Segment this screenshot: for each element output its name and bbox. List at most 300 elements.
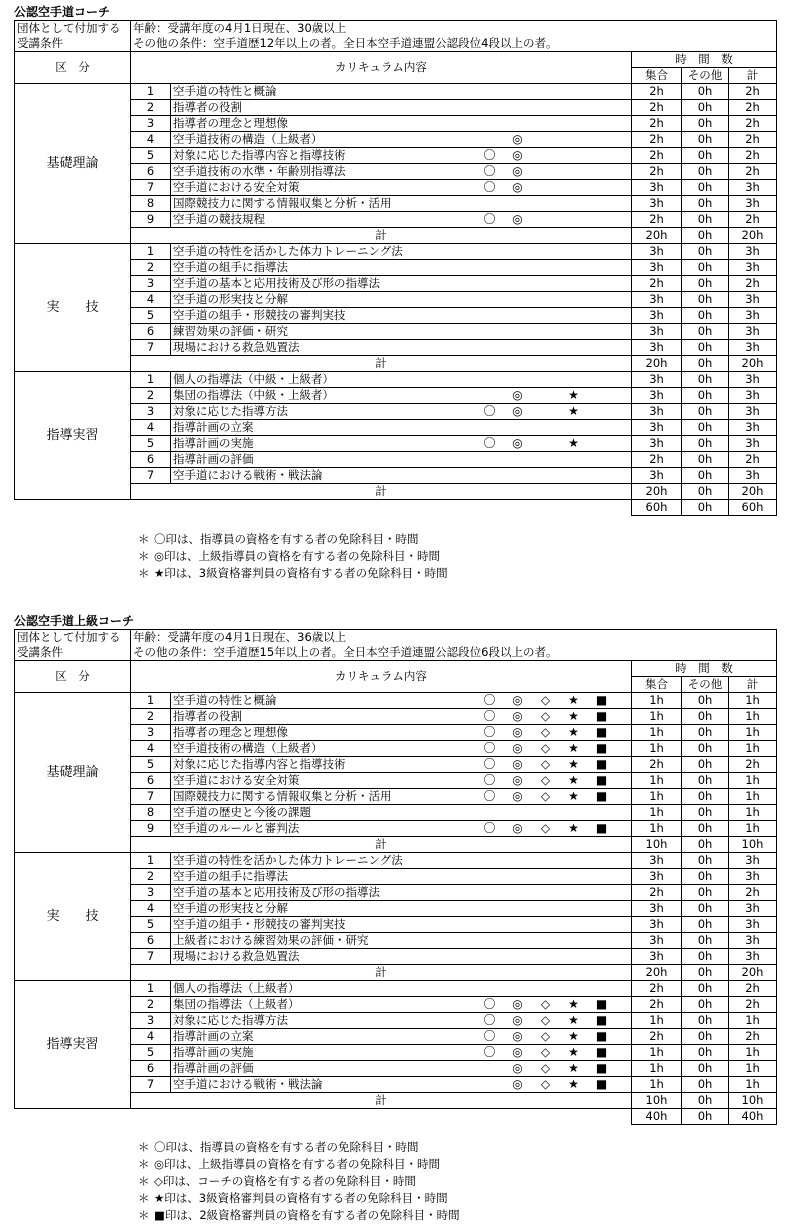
row-number: 6 bbox=[131, 164, 171, 180]
subject: 対象に応じた指導内容と指導技術 bbox=[171, 148, 476, 164]
exemption-mark: ◎ bbox=[512, 725, 523, 740]
subject: 対象に応じた指導内容と指導技術 bbox=[171, 757, 476, 773]
hours-other: 0h bbox=[682, 164, 729, 180]
exemption-marks bbox=[476, 132, 632, 148]
exemption-mark: 〇 bbox=[483, 741, 496, 756]
exemption-marks bbox=[476, 1013, 632, 1029]
grand-total-row bbox=[15, 500, 777, 516]
hours-total: 2h bbox=[729, 276, 777, 292]
row-number: 9 bbox=[131, 212, 171, 228]
exemption-mark: 〇 bbox=[483, 1029, 496, 1044]
exemption-marks bbox=[476, 757, 632, 773]
exemption-mark: ◇ bbox=[540, 741, 551, 756]
row-number: 2 bbox=[131, 997, 171, 1013]
note-item bbox=[138, 565, 448, 582]
hours-group: 2h bbox=[632, 276, 682, 292]
hours-total: 3h bbox=[729, 933, 777, 949]
grand-total-other: 0h bbox=[682, 1109, 729, 1125]
exemption-mark: ◇ bbox=[540, 1029, 551, 1044]
subtotal-other: 0h bbox=[682, 1093, 729, 1109]
table-row bbox=[15, 372, 777, 388]
hours-total: 3h bbox=[729, 260, 777, 276]
subject: 指導計画の実施 bbox=[171, 436, 476, 452]
hours-total: 2h bbox=[729, 132, 777, 148]
exemption-mark: ◎ bbox=[512, 741, 523, 756]
hours-other: 0h bbox=[682, 116, 729, 132]
row-number: 1 bbox=[131, 853, 171, 869]
exemption-mark: ◇ bbox=[540, 757, 551, 772]
exemption-mark: ■ bbox=[595, 821, 608, 836]
hours-other: 0h bbox=[682, 180, 729, 196]
exemption-marks bbox=[476, 1029, 632, 1045]
hours-other: 0h bbox=[682, 821, 729, 837]
row-number: 8 bbox=[131, 805, 171, 821]
exemption-mark: ★ bbox=[568, 1077, 579, 1092]
row-number: 7 bbox=[131, 468, 171, 484]
exemption-mark: ★ bbox=[568, 1029, 579, 1044]
exemption-mark: ◎ bbox=[512, 709, 523, 724]
hours-group: 1h bbox=[632, 1045, 682, 1061]
hours-total: 2h bbox=[729, 452, 777, 468]
hours-total: 1h bbox=[729, 773, 777, 789]
exemption-mark: 〇 bbox=[483, 436, 496, 451]
exemption-marks bbox=[476, 148, 632, 164]
exemption-mark: 〇 bbox=[483, 164, 496, 179]
exemption-mark: ◇ bbox=[540, 693, 551, 708]
note-item bbox=[138, 1139, 460, 1156]
exemption-marks bbox=[476, 116, 632, 132]
hours-group: 2h bbox=[632, 116, 682, 132]
condition-text bbox=[131, 21, 777, 52]
hours-total: 1h bbox=[729, 1045, 777, 1061]
subject: 空手道の特性を活かした体力トレーニング法 bbox=[171, 244, 476, 260]
subject: 現場における救急処置法 bbox=[171, 340, 476, 356]
table-row bbox=[15, 853, 777, 869]
row-number: 4 bbox=[131, 1029, 171, 1045]
exemption-marks bbox=[476, 885, 632, 901]
hours-group: 3h bbox=[632, 308, 682, 324]
hours-other: 0h bbox=[682, 1045, 729, 1061]
hours-group: 3h bbox=[632, 933, 682, 949]
subtotal-other: 0h bbox=[682, 484, 729, 500]
hours-total: 2h bbox=[729, 164, 777, 180]
exemption-mark: ◇ bbox=[540, 1045, 551, 1060]
hours-other: 0h bbox=[682, 340, 729, 356]
header-other: その他 bbox=[682, 68, 729, 84]
exemption-mark: ★ bbox=[568, 997, 579, 1012]
hours-total: 2h bbox=[729, 757, 777, 773]
subject: 現場における救急処置法 bbox=[171, 949, 476, 965]
category-label: 実 技 bbox=[15, 244, 131, 372]
hours-group: 3h bbox=[632, 917, 682, 933]
subject: 指導計画の立案 bbox=[171, 420, 476, 436]
hours-other: 0h bbox=[682, 1013, 729, 1029]
exemption-marks bbox=[476, 741, 632, 757]
notes-list bbox=[138, 531, 448, 582]
hours-group: 3h bbox=[632, 420, 682, 436]
subtotal-group: 20h bbox=[632, 484, 682, 500]
hours-other: 0h bbox=[682, 757, 729, 773]
exemption-marks bbox=[476, 805, 632, 821]
hours-total: 1h bbox=[729, 1077, 777, 1093]
grand-total-total: 60h bbox=[729, 500, 777, 516]
hours-other: 0h bbox=[682, 869, 729, 885]
condition-label: 団体として付加する受講条件 bbox=[15, 21, 131, 52]
exemption-mark: ★ bbox=[568, 693, 579, 708]
exemption-mark: ◎ bbox=[512, 773, 523, 788]
exemption-marks bbox=[476, 100, 632, 116]
hours-group: 3h bbox=[632, 901, 682, 917]
hours-group: 3h bbox=[632, 340, 682, 356]
hours-total: 3h bbox=[729, 292, 777, 308]
exemption-marks bbox=[476, 260, 632, 276]
exemption-marks bbox=[476, 1061, 632, 1077]
hours-total: 1h bbox=[729, 789, 777, 805]
condition-label: 団体として付加する受講条件 bbox=[15, 630, 131, 661]
subject: 集団の指導法（上級者） bbox=[171, 997, 476, 1013]
subject: 空手道における安全対策 bbox=[171, 180, 476, 196]
row-number: 7 bbox=[131, 949, 171, 965]
hours-total: 3h bbox=[729, 372, 777, 388]
exemption-mark: ◎ bbox=[512, 132, 523, 147]
row-number: 3 bbox=[131, 116, 171, 132]
exemption-mark: 〇 bbox=[483, 693, 496, 708]
hours-total: 2h bbox=[729, 148, 777, 164]
subtotal-label: 計 bbox=[131, 965, 632, 981]
subject: 指導者の理念と理想像 bbox=[171, 116, 476, 132]
hours-total: 3h bbox=[729, 420, 777, 436]
row-number: 7 bbox=[131, 340, 171, 356]
subject: 空手道の特性と概論 bbox=[171, 84, 476, 100]
exemption-mark: ◇ bbox=[540, 1061, 551, 1076]
hours-total: 2h bbox=[729, 981, 777, 997]
table-row bbox=[15, 244, 777, 260]
note-item bbox=[138, 1173, 460, 1190]
grand-total-total: 40h bbox=[729, 1109, 777, 1125]
hours-group: 2h bbox=[632, 148, 682, 164]
exemption-marks bbox=[476, 725, 632, 741]
exemption-mark: ◎ bbox=[512, 1061, 523, 1076]
exemption-marks bbox=[476, 709, 632, 725]
hours-group: 1h bbox=[632, 725, 682, 741]
hours-other: 0h bbox=[682, 196, 729, 212]
hours-other: 0h bbox=[682, 885, 729, 901]
row-number: 1 bbox=[131, 981, 171, 997]
exemption-marks bbox=[476, 212, 632, 228]
category-label: 基礎理論 bbox=[15, 693, 131, 853]
exemption-mark: 〇 bbox=[483, 757, 496, 772]
hours-total: 1h bbox=[729, 709, 777, 725]
hours-group: 2h bbox=[632, 132, 682, 148]
exemption-mark: ◎ bbox=[512, 148, 523, 163]
subject: 個人の指導法（上級者） bbox=[171, 981, 476, 997]
exemption-marks bbox=[476, 869, 632, 885]
hours-total: 3h bbox=[729, 340, 777, 356]
hours-group: 1h bbox=[632, 709, 682, 725]
condition-row bbox=[15, 630, 777, 661]
exemption-mark: ◎ bbox=[512, 180, 523, 195]
row-number: 5 bbox=[131, 308, 171, 324]
subtotal-label: 計 bbox=[131, 484, 632, 500]
exemption-mark: ■ bbox=[595, 757, 608, 772]
table-row bbox=[15, 693, 777, 709]
hours-total: 3h bbox=[729, 901, 777, 917]
exemption-mark: ★ bbox=[568, 725, 579, 740]
exemption-mark: 〇 bbox=[483, 789, 496, 804]
note-text: ◇印は、コーチの資格を有する者の免除科目・時間 bbox=[154, 1174, 416, 1188]
note-text: ◎印は、上級指導員の資格を有する者の免除科目・時間 bbox=[154, 1157, 441, 1171]
subtotal-total: 20h bbox=[729, 356, 777, 372]
hours-other: 0h bbox=[682, 773, 729, 789]
subtotal-group: 20h bbox=[632, 356, 682, 372]
subject: 空手道の組手に指導法 bbox=[171, 869, 476, 885]
row-number: 4 bbox=[131, 132, 171, 148]
subject: 空手道のルールと審判法 bbox=[171, 821, 476, 837]
category-label: 指導実習 bbox=[15, 981, 131, 1109]
hours-group: 3h bbox=[632, 244, 682, 260]
subject: 指導計画の実施 bbox=[171, 1045, 476, 1061]
hours-other: 0h bbox=[682, 148, 729, 164]
subject: 指導計画の立案 bbox=[171, 1029, 476, 1045]
exemption-mark: ■ bbox=[595, 997, 608, 1012]
hours-other: 0h bbox=[682, 244, 729, 260]
hours-other: 0h bbox=[682, 388, 729, 404]
note-item bbox=[138, 1156, 460, 1173]
notes-list bbox=[138, 1139, 460, 1224]
exemption-mark: ★ bbox=[568, 709, 579, 724]
row-number: 4 bbox=[131, 901, 171, 917]
subject: 空手道技術の構造（上級者） bbox=[171, 132, 476, 148]
hours-other: 0h bbox=[682, 1029, 729, 1045]
exemption-mark: ◎ bbox=[512, 404, 523, 419]
row-number: 7 bbox=[131, 1077, 171, 1093]
subject: 空手道技術の水準・年齢別指導法 bbox=[171, 164, 476, 180]
note-bullet: ＊ bbox=[138, 1208, 150, 1222]
row-number: 2 bbox=[131, 709, 171, 725]
curriculum-table bbox=[14, 20, 777, 516]
exemption-mark: ◇ bbox=[540, 725, 551, 740]
hours-group: 2h bbox=[632, 164, 682, 180]
hours-total: 3h bbox=[729, 869, 777, 885]
hours-other: 0h bbox=[682, 917, 729, 933]
subtotal-group: 10h bbox=[632, 837, 682, 853]
exemption-marks bbox=[476, 997, 632, 1013]
hours-group: 3h bbox=[632, 869, 682, 885]
exemption-marks bbox=[476, 468, 632, 484]
header-category: 区 分 bbox=[15, 661, 131, 693]
exemption-marks bbox=[476, 1045, 632, 1061]
hours-other: 0h bbox=[682, 997, 729, 1013]
subject: 空手道の基本と応用技術及び形の指導法 bbox=[171, 276, 476, 292]
exemption-marks bbox=[476, 821, 632, 837]
exemption-mark: ■ bbox=[595, 693, 608, 708]
hours-group: 1h bbox=[632, 741, 682, 757]
subtotal-label: 計 bbox=[131, 837, 632, 853]
exemption-mark: ★ bbox=[568, 757, 579, 772]
hours-other: 0h bbox=[682, 84, 729, 100]
subtotal-group: 20h bbox=[632, 965, 682, 981]
subject: 練習効果の評価・研究 bbox=[171, 324, 476, 340]
hours-other: 0h bbox=[682, 468, 729, 484]
subtotal-total: 10h bbox=[729, 1093, 777, 1109]
row-number: 1 bbox=[131, 84, 171, 100]
exemption-marks bbox=[476, 1077, 632, 1093]
exemption-mark: ★ bbox=[568, 1045, 579, 1060]
header-group: 集合 bbox=[632, 68, 682, 84]
hours-other: 0h bbox=[682, 420, 729, 436]
exemption-mark: ◎ bbox=[512, 757, 523, 772]
exemption-mark: ◎ bbox=[512, 164, 523, 179]
header-content: カリキュラム内容 bbox=[131, 52, 632, 84]
exemption-mark: ■ bbox=[595, 1013, 608, 1028]
section-title: 公認空手道上級コーチ bbox=[14, 614, 135, 628]
grand-total-group: 40h bbox=[632, 1109, 682, 1125]
hours-total: 3h bbox=[729, 436, 777, 452]
hours-total: 3h bbox=[729, 949, 777, 965]
subject: 空手道の組手・形競技の審判実技 bbox=[171, 308, 476, 324]
hours-group: 1h bbox=[632, 773, 682, 789]
row-number: 5 bbox=[131, 757, 171, 773]
hours-group: 1h bbox=[632, 1013, 682, 1029]
subject: 空手道の形実技と分解 bbox=[171, 292, 476, 308]
exemption-mark: ◇ bbox=[540, 821, 551, 836]
grand-total-group: 60h bbox=[632, 500, 682, 516]
row-number: 6 bbox=[131, 452, 171, 468]
exemption-marks bbox=[476, 933, 632, 949]
note-bullet: ＊ bbox=[138, 549, 150, 563]
note-item bbox=[138, 1207, 460, 1224]
subject: 国際競技力に関する情報収集と分析・活用 bbox=[171, 196, 476, 212]
row-number: 1 bbox=[131, 372, 171, 388]
hours-other: 0h bbox=[682, 292, 729, 308]
exemption-mark: ◎ bbox=[512, 436, 523, 451]
subject: 空手道の特性と概論 bbox=[171, 693, 476, 709]
exemption-mark: ■ bbox=[595, 773, 608, 788]
hours-group: 2h bbox=[632, 981, 682, 997]
exemption-marks bbox=[476, 404, 632, 420]
exemption-marks bbox=[476, 196, 632, 212]
exemption-mark: 〇 bbox=[483, 997, 496, 1012]
hours-group: 1h bbox=[632, 789, 682, 805]
exemption-mark: ★ bbox=[568, 388, 579, 403]
row-number: 6 bbox=[131, 324, 171, 340]
grand-total-row bbox=[15, 1109, 777, 1125]
subtotal-total: 20h bbox=[729, 484, 777, 500]
hours-group: 2h bbox=[632, 84, 682, 100]
exemption-mark: ◎ bbox=[512, 1013, 523, 1028]
hours-other: 0h bbox=[682, 100, 729, 116]
subject: 国際競技力に関する情報収集と分析・活用 bbox=[171, 789, 476, 805]
exemption-mark: ◇ bbox=[540, 1077, 551, 1092]
row-number: 5 bbox=[131, 1045, 171, 1061]
exemption-mark: 〇 bbox=[483, 180, 496, 195]
exemption-marks bbox=[476, 372, 632, 388]
exemption-mark: ◎ bbox=[512, 1045, 523, 1060]
hours-total: 3h bbox=[729, 308, 777, 324]
hours-other: 0h bbox=[682, 452, 729, 468]
exemption-marks bbox=[476, 84, 632, 100]
header-total: 計 bbox=[729, 677, 777, 693]
subject: 空手道の基本と応用技術及び形の指導法 bbox=[171, 885, 476, 901]
subject: 空手道技術の構造（上級者） bbox=[171, 741, 476, 757]
exemption-marks bbox=[476, 773, 632, 789]
exemption-mark: ◇ bbox=[540, 789, 551, 804]
condition-text bbox=[131, 630, 777, 661]
hours-total: 3h bbox=[729, 404, 777, 420]
header-content: カリキュラム内容 bbox=[131, 661, 632, 693]
hours-group: 1h bbox=[632, 821, 682, 837]
header-other: その他 bbox=[682, 677, 729, 693]
hours-other: 0h bbox=[682, 308, 729, 324]
hours-total: 2h bbox=[729, 116, 777, 132]
hours-group: 1h bbox=[632, 1061, 682, 1077]
hours-group: 3h bbox=[632, 292, 682, 308]
subtotal-group: 20h bbox=[632, 228, 682, 244]
exemption-mark: ■ bbox=[595, 1029, 608, 1044]
note-text: ■印は、2級資格審判員の資格を有する者の免除科目・時間 bbox=[154, 1208, 460, 1222]
exemption-mark: ◎ bbox=[512, 388, 523, 403]
exemption-marks bbox=[476, 789, 632, 805]
note-text: ◎印は、上級指導員の資格を有する者の免除科目・時間 bbox=[154, 549, 441, 563]
row-number: 8 bbox=[131, 196, 171, 212]
hours-total: 3h bbox=[729, 196, 777, 212]
hours-total: 1h bbox=[729, 821, 777, 837]
exemption-mark: 〇 bbox=[483, 1013, 496, 1028]
subtotal-total: 20h bbox=[729, 965, 777, 981]
exemption-marks bbox=[476, 693, 632, 709]
exemption-marks bbox=[476, 308, 632, 324]
subject: 指導者の理念と理想像 bbox=[171, 725, 476, 741]
hours-total: 2h bbox=[729, 212, 777, 228]
row-number: 1 bbox=[131, 244, 171, 260]
subtotal-other: 0h bbox=[682, 356, 729, 372]
note-item bbox=[138, 531, 448, 548]
row-number: 2 bbox=[131, 388, 171, 404]
row-number: 4 bbox=[131, 292, 171, 308]
header-row bbox=[15, 52, 777, 68]
row-number: 4 bbox=[131, 420, 171, 436]
condition-line: 年齢：受講年度の4月1日現在、30歳以上 bbox=[133, 21, 347, 35]
hours-group: 3h bbox=[632, 468, 682, 484]
exemption-mark: ★ bbox=[568, 821, 579, 836]
exemption-mark: 〇 bbox=[483, 725, 496, 740]
condition-line: その他の条件：空手道歴12年以上の者。全日本空手道連盟公認段位4段以上の者。 bbox=[133, 36, 558, 50]
hours-other: 0h bbox=[682, 132, 729, 148]
exemption-mark: ◎ bbox=[512, 693, 523, 708]
exemption-mark: ■ bbox=[595, 741, 608, 756]
exemption-mark: ★ bbox=[568, 404, 579, 419]
note-bullet: ＊ bbox=[138, 1191, 150, 1205]
note-bullet: ＊ bbox=[138, 566, 150, 580]
section-title: 公認空手道コーチ bbox=[14, 5, 111, 19]
subject: 個人の指導法（中級・上級者） bbox=[171, 372, 476, 388]
grand-total-other: 0h bbox=[682, 500, 729, 516]
subject: 空手道における戦術・戦法論 bbox=[171, 1077, 476, 1093]
subtotal-other: 0h bbox=[682, 965, 729, 981]
exemption-marks bbox=[476, 164, 632, 180]
subject: 集団の指導法（中級・上級者） bbox=[171, 388, 476, 404]
exemption-mark: ◇ bbox=[540, 1013, 551, 1028]
exemption-mark: ■ bbox=[595, 789, 608, 804]
exemption-mark: 〇 bbox=[483, 773, 496, 788]
exemption-mark: ◇ bbox=[540, 773, 551, 788]
exemption-mark: ■ bbox=[595, 709, 608, 724]
exemption-mark: 〇 bbox=[483, 148, 496, 163]
exemption-marks bbox=[476, 180, 632, 196]
subject: 空手道の組手・形競技の審判実技 bbox=[171, 917, 476, 933]
hours-group: 3h bbox=[632, 196, 682, 212]
header-hours: 時 間 数 bbox=[632, 661, 777, 677]
